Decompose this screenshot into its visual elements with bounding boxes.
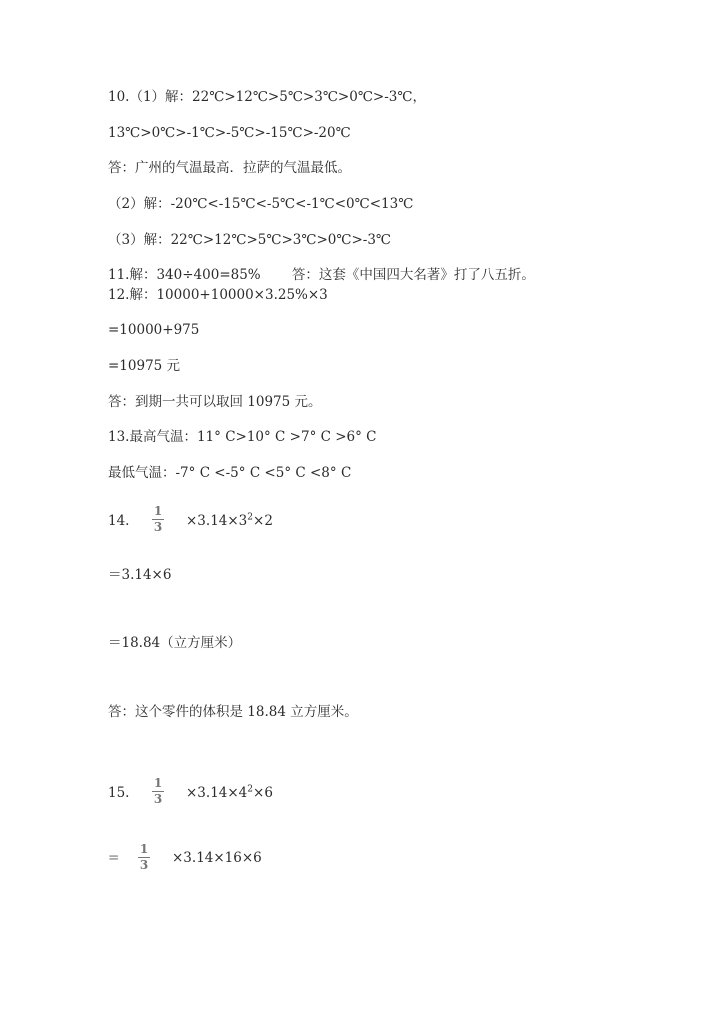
q12-line1: 12.解：10000+10000×3.25%×3 (108, 287, 328, 303)
q15-fraction-numerator: 1 (153, 776, 163, 790)
q11-line1: 11.解：340÷400=85% 答：这套《中国四大名著》打了八五折。 (108, 267, 535, 283)
q10-part2: （2）解：-20℃<-15℃<-5℃<-1℃<0℃<13℃ (108, 196, 414, 212)
q15-label: 15. (108, 785, 130, 801)
q14-expression-post: ×2 (253, 513, 273, 529)
q14-line2: ＝3.14×6 (108, 567, 172, 583)
q10-line1: 10.（1）解：22℃>12℃>5℃>3℃>0℃>-3℃， (108, 89, 427, 105)
q14-fraction (152, 505, 164, 534)
q15-line2-equals: = (108, 850, 120, 866)
q13-line1: 13.最高气温：11° C>10° C >7° C >6° C (108, 429, 377, 445)
q15-exponent: 2 (247, 784, 254, 795)
q15-expression (186, 784, 273, 802)
q15-line2-fraction-numerator: 1 (139, 842, 149, 856)
q14-answer: 答：这个零件的体积是 18.84 立方厘米。 (108, 704, 358, 720)
q14-fraction-denominator: 3 (153, 520, 163, 534)
q14-expression-pre: ×3.14×3 (186, 513, 248, 529)
q15-expression-pre: ×3.14×4 (186, 785, 248, 801)
q14-exponent: 2 (247, 512, 254, 523)
q15-line2-fraction-denominator: 3 (139, 858, 149, 872)
q12-line3: =10975 元 (108, 358, 181, 374)
q10-line2: 13℃>0℃>-1℃>-5℃>-15℃>-20℃ (108, 125, 351, 141)
q12-line2: =10000+975 (108, 322, 200, 338)
q15-fraction (152, 777, 164, 806)
q14-expression (186, 512, 273, 530)
q15-expression-post: ×6 (253, 785, 273, 801)
q14-label: 14. (108, 513, 130, 529)
q14-fraction-numerator: 1 (153, 504, 163, 518)
q15-line2-fraction (138, 843, 150, 872)
q10-answer: 答：广州的气温最高．拉萨的气温最低。 (108, 160, 351, 176)
q12-answer: 答：到期一共可以取回 10975 元。 (108, 394, 322, 410)
q15-fraction-denominator: 3 (153, 792, 163, 806)
q13-line2: 最低气温：-7° C <-5° C <5° C <8° C (108, 465, 352, 481)
q14-line3: ＝18.84（立方厘米） (108, 635, 242, 651)
q15-line2-expression: ×3.14×16×6 (172, 850, 262, 866)
q10-part3: （3）解：22℃>12℃>5℃>3℃>0℃>-3℃ (108, 232, 392, 248)
